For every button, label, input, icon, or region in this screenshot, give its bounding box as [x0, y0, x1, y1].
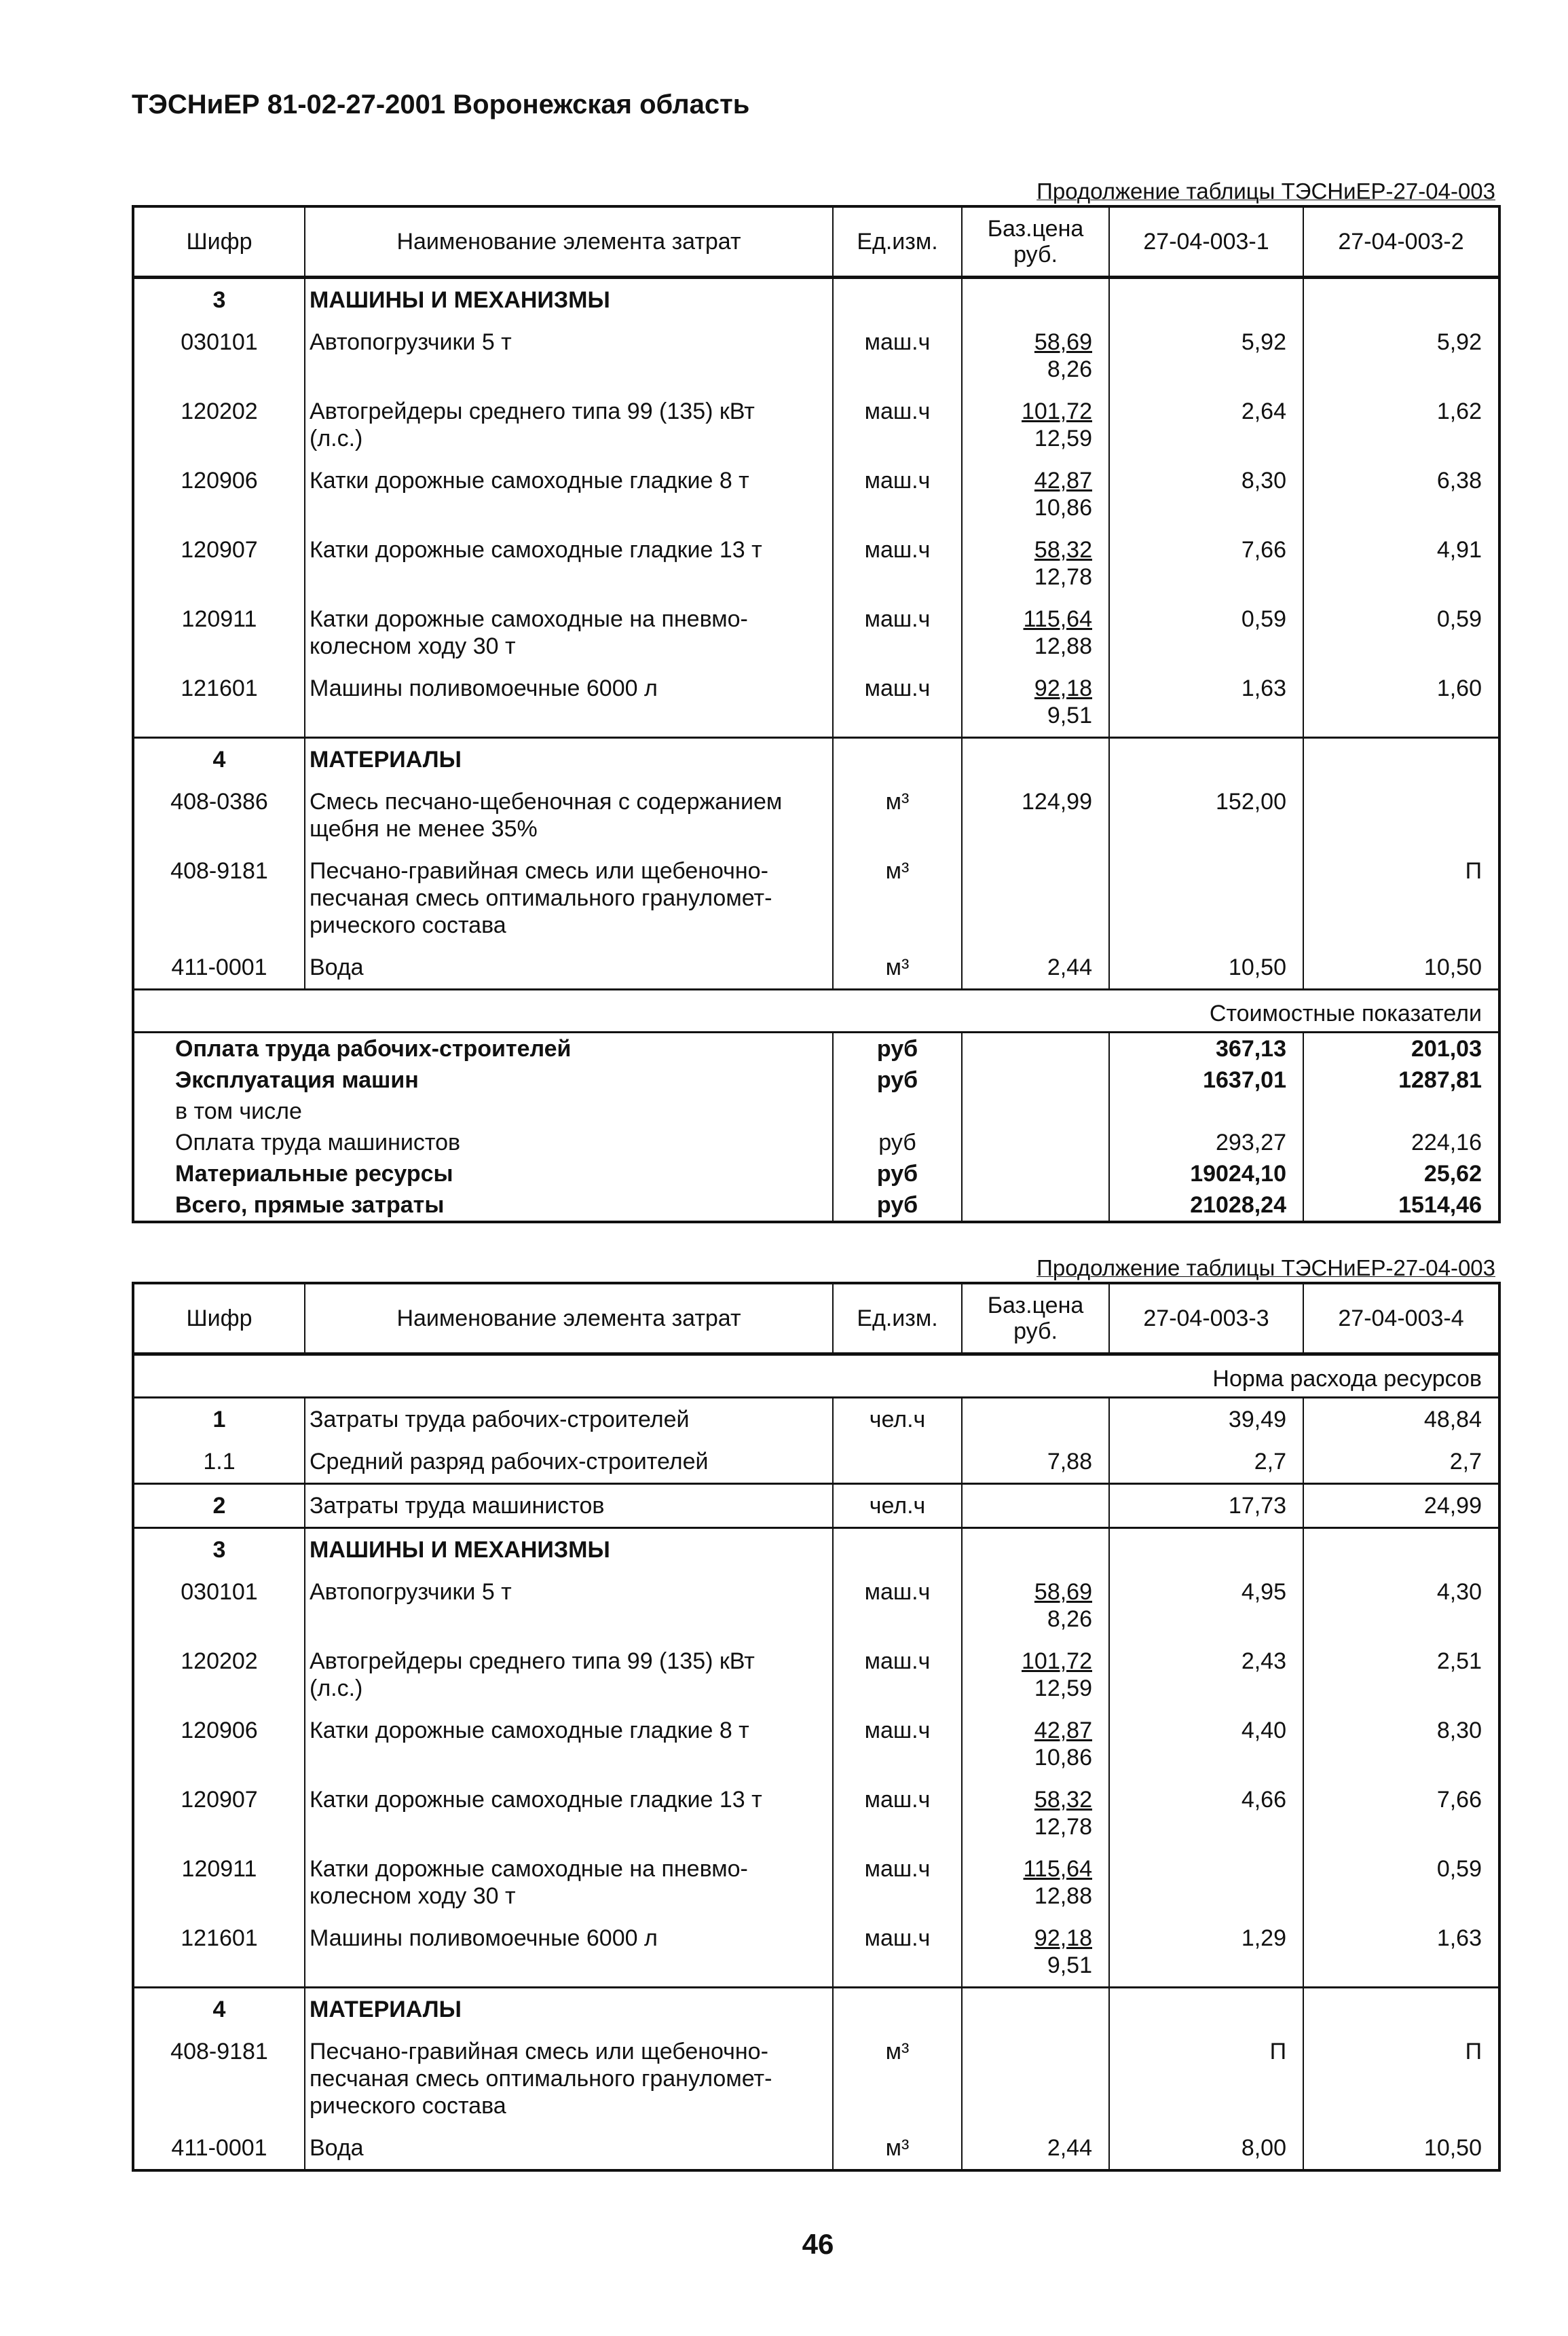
table-row: [133, 781, 1499, 850]
resource-code: 120906: [133, 460, 305, 529]
base-price: [962, 1779, 1109, 1848]
cost-summary: [133, 1033, 1499, 1223]
resource-unit: м³: [833, 946, 962, 990]
resource-code: 120202: [133, 390, 305, 460]
value-col-2: 10,50: [1303, 2127, 1499, 2170]
summary-row: [133, 1189, 1499, 1222]
base-price: [962, 529, 1109, 598]
resource-name: Катки дорожные самоходные на пневмо- колесном ходу 30 т: [305, 598, 833, 667]
resource-unit: м³: [833, 850, 962, 946]
resource-code: 4: [133, 1988, 305, 2031]
column-code: Шифр: [133, 206, 305, 278]
summary-row: [133, 1158, 1499, 1189]
value-col-1: 4,40: [1109, 1709, 1303, 1779]
resource-name: Вода: [305, 2127, 833, 2170]
base-price: 7,88: [962, 1441, 1109, 1484]
value-col-1: 2,43: [1109, 1640, 1303, 1709]
table-row: [133, 1988, 1499, 2031]
base-price-value: 92,18: [1034, 675, 1092, 701]
resource-code: 408-0386: [133, 781, 305, 850]
value-col-1: 2,64: [1109, 390, 1303, 460]
resource-code: 3: [133, 278, 305, 322]
resource-unit: [833, 278, 962, 322]
base-price-wages: 12,59: [1034, 1675, 1092, 1701]
resource-unit: [833, 1988, 962, 2031]
summary-unit: руб: [833, 1033, 962, 1065]
header-row: [133, 1283, 1499, 1354]
value-col-2: 24,99: [1303, 1484, 1499, 1528]
summary-row: [133, 1064, 1499, 1096]
base-price: [962, 1528, 1109, 1572]
resource-name: Автопогрузчики 5 т: [305, 1571, 833, 1640]
resource-name: Катки дорожные самоходные на пневмо- колесном ходу 30 т: [305, 1848, 833, 1917]
section-banner: Норма расхода ресурсов: [133, 1354, 1499, 1398]
summary-value-2: 25,62: [1303, 1158, 1499, 1189]
summary-label: Оплата труда машинистов: [133, 1127, 833, 1158]
value-col-1: [1109, 278, 1303, 322]
resource-code: 120906: [133, 1709, 305, 1779]
table-row: [133, 1398, 1499, 1441]
resource-name: МАТЕРИАЛЫ: [305, 738, 833, 781]
base-price: [962, 278, 1109, 322]
resource-unit: маш.ч: [833, 667, 962, 738]
value-col-1: 152,00: [1109, 781, 1303, 850]
value-col-1: [1109, 1848, 1303, 1917]
header-row: [133, 206, 1499, 278]
resource-unit: маш.ч: [833, 460, 962, 529]
resource-unit: чел.ч: [833, 1484, 962, 1528]
summary-unit: руб: [833, 1158, 962, 1189]
table-row: [133, 1640, 1499, 1709]
value-col-1: [1109, 1988, 1303, 2031]
value-col-2: [1303, 1988, 1499, 2031]
base-price-wages: 9,51: [1047, 703, 1092, 728]
base-price-value: 115,64: [1023, 606, 1092, 632]
summary-row: [133, 1033, 1499, 1065]
summary-value-2: [1303, 1096, 1499, 1127]
resource-name: Песчано-гравийная смесь или щебеночно- песчаная смесь оптимального грануломет- рического состава: [305, 850, 833, 946]
summary-value-1: [1109, 1096, 1303, 1127]
value-col-1: 8,30: [1109, 460, 1303, 529]
resource-code: 4: [133, 738, 305, 781]
value-col-1: 17,73: [1109, 1484, 1303, 1528]
resource-unit: чел.ч: [833, 1398, 962, 1441]
banner-section: [133, 990, 1499, 1033]
summary-base-price: [962, 1033, 1109, 1065]
base-price: [962, 598, 1109, 667]
value-col-2: [1303, 738, 1499, 781]
table-row: [133, 390, 1499, 460]
resource-name: Автогрейдеры среднего типа 99 (135) кВт (л.с.): [305, 1640, 833, 1709]
resource-group: [133, 1398, 1499, 1484]
summary-value-1: 19024,10: [1109, 1158, 1303, 1189]
resource-code: 411-0001: [133, 946, 305, 990]
resource-unit: маш.ч: [833, 1571, 962, 1640]
column-value-2: 27-04-003-4: [1303, 1283, 1499, 1354]
cost-table-1-block: [132, 178, 1498, 1223]
base-price: [962, 1571, 1109, 1640]
table-row: [133, 738, 1499, 781]
base-price-wages: 12,88: [1034, 633, 1092, 659]
summary-unit: руб: [833, 1064, 962, 1096]
table-row: [133, 850, 1499, 946]
table-row: [133, 2031, 1499, 2127]
banner-section: [133, 1354, 1499, 1398]
column-unit: Ед.изм.: [833, 1283, 962, 1354]
resource-unit: [833, 1528, 962, 1572]
resource-name: Песчано-гравийная смесь или щебеночно- песчаная смесь оптимального грануломет- рического состава: [305, 2031, 833, 2127]
base-price-wages: 9,51: [1047, 1952, 1092, 1978]
base-price: [962, 1848, 1109, 1917]
table-row: [133, 278, 1499, 322]
column-code: Шифр: [133, 1283, 305, 1354]
table-row: [133, 321, 1499, 390]
resource-group: [133, 1484, 1499, 1528]
resource-name: МАШИНЫ И МЕХАНИЗМЫ: [305, 1528, 833, 1572]
table-row: [133, 1528, 1499, 1572]
value-col-1: [1109, 850, 1303, 946]
resource-code: 2: [133, 1484, 305, 1528]
resource-name: Автопогрузчики 5 т: [305, 321, 833, 390]
value-col-2: 48,84: [1303, 1398, 1499, 1441]
table-row: [133, 1709, 1499, 1779]
base-price: [962, 667, 1109, 738]
resource-code: 030101: [133, 1571, 305, 1640]
base-price-wages: 8,26: [1047, 1606, 1092, 1632]
column-base-price: Баз.цена руб.: [962, 206, 1109, 278]
summary-unit: руб: [833, 1189, 962, 1222]
resource-code: 411-0001: [133, 2127, 305, 2170]
column-unit: Ед.изм.: [833, 206, 962, 278]
resource-unit: [833, 1441, 962, 1484]
cost-table: [132, 1282, 1501, 2172]
base-price: [962, 738, 1109, 781]
base-price-value: 115,64: [1023, 1856, 1092, 1882]
table-row: [133, 667, 1499, 738]
resource-code: 120907: [133, 529, 305, 598]
cost-table-2-block: [132, 1255, 1498, 2172]
base-price: [962, 1709, 1109, 1779]
base-price: [962, 390, 1109, 460]
resource-name: Затраты труда рабочих-строителей: [305, 1398, 833, 1441]
summary-base-price: [962, 1096, 1109, 1127]
resource-group: [133, 278, 1499, 738]
resource-unit: маш.ч: [833, 1779, 962, 1848]
resource-unit: маш.ч: [833, 390, 962, 460]
resource-code: 120911: [133, 1848, 305, 1917]
base-price: [962, 850, 1109, 946]
table-row: [133, 598, 1499, 667]
base-price-value: 58,32: [1034, 537, 1092, 563]
resource-unit: маш.ч: [833, 321, 962, 390]
summary-label: Оплата труда рабочих-строителей: [133, 1033, 833, 1065]
column-value-2: 27-04-003-2: [1303, 206, 1499, 278]
section-banner: Стоимостные показатели: [133, 990, 1499, 1033]
value-col-2: 6,38: [1303, 460, 1499, 529]
resource-name: Средний разряд рабочих-строителей: [305, 1441, 833, 1484]
resource-name: Машины поливомоечные 6000 л: [305, 1917, 833, 1988]
resource-group: [133, 1528, 1499, 1988]
value-col-1: 5,92: [1109, 321, 1303, 390]
value-col-2: 1,63: [1303, 1917, 1499, 1988]
resource-unit: [833, 738, 962, 781]
value-col-1: [1109, 738, 1303, 781]
summary-value-1: 1637,01: [1109, 1064, 1303, 1096]
table-row: [133, 529, 1499, 598]
base-price-wages: 12,88: [1034, 1883, 1092, 1909]
summary-value-1: 21028,24: [1109, 1189, 1303, 1222]
base-price: [962, 460, 1109, 529]
value-col-1: 8,00: [1109, 2127, 1303, 2170]
value-col-2: 10,50: [1303, 946, 1499, 990]
value-col-1: 1,63: [1109, 667, 1303, 738]
base-price: [962, 1988, 1109, 2031]
value-col-2: 0,59: [1303, 598, 1499, 667]
resource-group: [133, 738, 1499, 990]
summary-value-1: 293,27: [1109, 1127, 1303, 1158]
table-row: [133, 2127, 1499, 2170]
base-price-wages: 12,78: [1034, 564, 1092, 590]
base-price: [962, 2031, 1109, 2127]
document-title: ТЭСНиЕР 81-02-27-2001 Воронежская область: [132, 90, 750, 119]
value-col-1: [1109, 1528, 1303, 1572]
value-col-1: 4,66: [1109, 1779, 1303, 1848]
value-col-2: 0,59: [1303, 1848, 1499, 1917]
summary-base-price: [962, 1158, 1109, 1189]
table-row: [133, 1441, 1499, 1484]
resource-code: 3: [133, 1528, 305, 1572]
base-price-value: 101,72: [1022, 1648, 1092, 1674]
table-caption: Продолжение таблицы ТЭСНиЕР-27-04-003: [1037, 1255, 1495, 1280]
base-price: [962, 1398, 1109, 1441]
summary-value-2: 201,03: [1303, 1033, 1499, 1065]
resource-unit: маш.ч: [833, 529, 962, 598]
value-col-1: 0,59: [1109, 598, 1303, 667]
resource-name: МАТЕРИАЛЫ: [305, 1988, 833, 2031]
summary-label: Эксплуатация машин: [133, 1064, 833, 1096]
resource-name: Вода: [305, 946, 833, 990]
resource-code: 120911: [133, 598, 305, 667]
table-header: [133, 206, 1499, 278]
value-col-2: 4,30: [1303, 1571, 1499, 1640]
resource-name: Катки дорожные самоходные гладкие 13 т: [305, 529, 833, 598]
value-col-2: 2,7: [1303, 1441, 1499, 1484]
resource-name: Катки дорожные самоходные гладкие 8 т: [305, 1709, 833, 1779]
value-col-2: [1303, 781, 1499, 850]
resource-unit: м³: [833, 2127, 962, 2170]
resource-code: 408-9181: [133, 2031, 305, 2127]
base-price: 2,44: [962, 946, 1109, 990]
resource-unit: маш.ч: [833, 1848, 962, 1917]
value-col-2: 5,92: [1303, 321, 1499, 390]
value-col-1: 2,7: [1109, 1441, 1303, 1484]
value-col-2: 1,60: [1303, 667, 1499, 738]
table-row: [133, 1571, 1499, 1640]
value-col-1: 4,95: [1109, 1571, 1303, 1640]
base-price: [962, 321, 1109, 390]
summary-label: Материальные ресурсы: [133, 1158, 833, 1189]
table-row: [133, 460, 1499, 529]
value-col-2: 1,62: [1303, 390, 1499, 460]
banner-row: [133, 1354, 1499, 1398]
resource-code: 1.1: [133, 1441, 305, 1484]
base-price-wages: 12,78: [1034, 1814, 1092, 1840]
base-price-wages: 10,86: [1034, 495, 1092, 521]
summary-value-2: 1287,81: [1303, 1064, 1499, 1096]
table-header: [133, 1283, 1499, 1354]
base-price-value: 101,72: [1022, 398, 1092, 424]
page-number: 46: [802, 2228, 834, 2260]
table-row: [133, 1779, 1499, 1848]
summary-base-price: [962, 1127, 1109, 1158]
base-price-wages: 12,59: [1034, 426, 1092, 451]
resource-group: [133, 1988, 1499, 2171]
resource-code: 120907: [133, 1779, 305, 1848]
summary-label: Всего, прямые затраты: [133, 1189, 833, 1222]
value-col-1: 10,50: [1109, 946, 1303, 990]
base-price-value: 42,87: [1034, 1718, 1092, 1743]
table-row: [133, 946, 1499, 990]
resource-unit: маш.ч: [833, 1917, 962, 1988]
resource-unit: маш.ч: [833, 1709, 962, 1779]
resource-name: Затраты труда машинистов: [305, 1484, 833, 1528]
column-base-price: Баз.цена руб.: [962, 1283, 1109, 1354]
value-col-2: [1303, 1528, 1499, 1572]
summary-label: в том числе: [133, 1096, 833, 1127]
resource-code: 030101: [133, 321, 305, 390]
value-col-1: 1,29: [1109, 1917, 1303, 1988]
resource-unit: маш.ч: [833, 598, 962, 667]
base-price-wages: 10,86: [1034, 1745, 1092, 1770]
summary-unit: [833, 1096, 962, 1127]
value-col-2: 7,66: [1303, 1779, 1499, 1848]
value-col-2: 4,91: [1303, 529, 1499, 598]
resource-code: 121601: [133, 1917, 305, 1988]
resource-code: 1: [133, 1398, 305, 1441]
summary-base-price: [962, 1189, 1109, 1222]
summary-row: [133, 1096, 1499, 1127]
resource-unit: м³: [833, 2031, 962, 2127]
value-col-2: П: [1303, 850, 1499, 946]
column-name: Наименование элемента затрат: [305, 1283, 833, 1354]
base-price: 2,44: [962, 2127, 1109, 2170]
summary-base-price: [962, 1064, 1109, 1096]
base-price: [962, 1917, 1109, 1988]
base-price: [962, 1640, 1109, 1709]
banner-row: [133, 990, 1499, 1033]
cost-table: [132, 205, 1501, 1223]
resource-name: Смесь песчано-щебеночная с содержанием щебня не менее 35%: [305, 781, 833, 850]
value-col-1: 7,66: [1109, 529, 1303, 598]
resource-code: 408-9181: [133, 850, 305, 946]
base-price-value: 58,69: [1034, 1579, 1092, 1605]
summary-unit: руб: [833, 1127, 962, 1158]
value-col-2: [1303, 278, 1499, 322]
value-col-2: П: [1303, 2031, 1499, 2127]
value-col-1: П: [1109, 2031, 1303, 2127]
resource-name: Катки дорожные самоходные гладкие 13 т: [305, 1779, 833, 1848]
column-value-1: 27-04-003-3: [1109, 1283, 1303, 1354]
base-price: 124,99: [962, 781, 1109, 850]
value-col-2: 2,51: [1303, 1640, 1499, 1709]
base-price-wages: 8,26: [1047, 356, 1092, 382]
base-price: [962, 1484, 1109, 1528]
base-price-value: 92,18: [1034, 1925, 1092, 1951]
column-name: Наименование элемента затрат: [305, 206, 833, 278]
summary-value-2: 224,16: [1303, 1127, 1499, 1158]
summary-row: [133, 1127, 1499, 1158]
base-price-value: 58,69: [1034, 329, 1092, 355]
resource-unit: м³: [833, 781, 962, 850]
resource-code: 121601: [133, 667, 305, 738]
resource-code: 120202: [133, 1640, 305, 1709]
base-price-value: 42,87: [1034, 468, 1092, 494]
value-col-2: 8,30: [1303, 1709, 1499, 1779]
resource-unit: маш.ч: [833, 1640, 962, 1709]
resource-name: Машины поливомоечные 6000 л: [305, 667, 833, 738]
table-row: [133, 1917, 1499, 1988]
table-row: [133, 1484, 1499, 1528]
summary-value-2: 1514,46: [1303, 1189, 1499, 1222]
table-caption: Продолжение таблицы ТЭСНиЕР-27-04-003: [1037, 179, 1495, 204]
table-row: [133, 1848, 1499, 1917]
resource-name: МАШИНЫ И МЕХАНИЗМЫ: [305, 278, 833, 322]
resource-name: Катки дорожные самоходные гладкие 8 т: [305, 460, 833, 529]
value-col-1: 39,49: [1109, 1398, 1303, 1441]
base-price-value: 58,32: [1034, 1787, 1092, 1813]
resource-name: Автогрейдеры среднего типа 99 (135) кВт (л.с.): [305, 390, 833, 460]
summary-value-1: 367,13: [1109, 1033, 1303, 1065]
column-value-1: 27-04-003-1: [1109, 206, 1303, 278]
